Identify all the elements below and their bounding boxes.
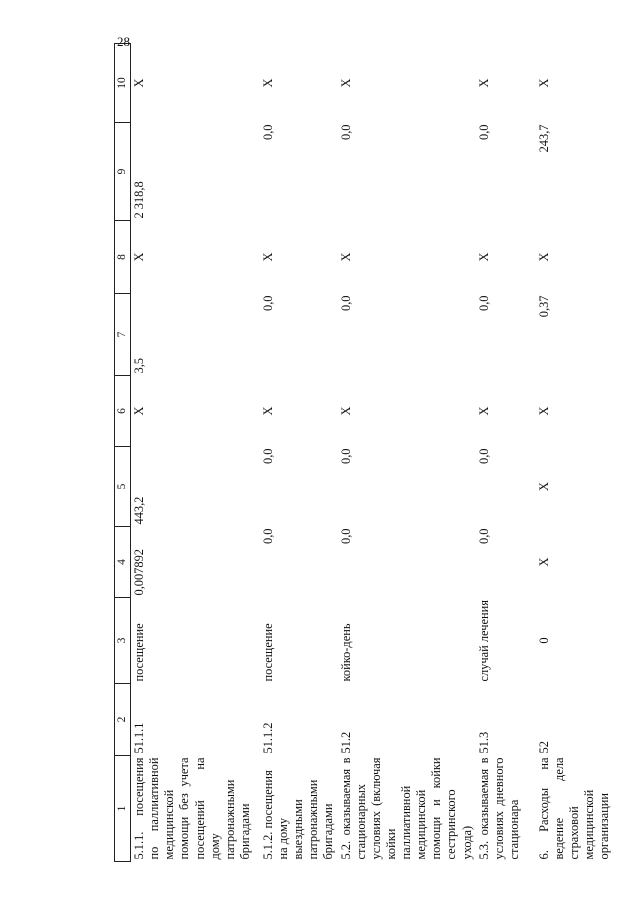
table-row	[260, 44, 338, 862]
row-value: X	[132, 252, 146, 262]
row-value: X	[536, 406, 551, 416]
header-cell: 7	[115, 294, 131, 376]
row-value: 0,007892	[132, 549, 146, 596]
row-name: 6. Расходы на ведение дела страховой медицинской организации	[536, 757, 612, 860]
row-code: 51.1.2	[260, 722, 275, 754]
header-cell: 1	[115, 756, 131, 862]
row-unit: 0	[536, 637, 551, 644]
row-value: X	[132, 406, 146, 416]
row-unit: койко-день	[338, 623, 353, 682]
row-value: 0,0	[260, 528, 275, 544]
row-value: 0,0	[476, 124, 491, 140]
row-value: 0,0	[260, 448, 275, 464]
row-value: X	[338, 252, 353, 262]
header-cell: 6	[115, 376, 131, 447]
header-cell: 5	[115, 447, 131, 527]
row-code: 51.2	[338, 731, 353, 754]
row-value: 0,0	[476, 295, 491, 311]
row-name: 5.1.2. посещения на дому выездными патронажными бригадами	[260, 770, 335, 860]
row-name: 5.3. оказываемая в условиях дневного стационара	[476, 757, 521, 860]
data-table	[114, 43, 616, 862]
row-value: 2 318,8	[132, 181, 146, 219]
row-value: X	[338, 78, 353, 88]
row-value: 443,2	[132, 496, 146, 525]
table-row	[476, 44, 536, 862]
row-value: 0,0	[476, 448, 491, 464]
row-value: 0,0	[338, 295, 353, 311]
row-value: X	[132, 78, 146, 88]
row-value: X	[476, 252, 491, 262]
row-unit: посещение	[132, 623, 146, 682]
table-row	[536, 44, 616, 862]
page-number-holder	[70, 34, 130, 64]
header-cell: 8	[115, 221, 131, 294]
row-value: X	[536, 78, 551, 88]
header-cell: 10	[115, 44, 131, 123]
row-code: 51.3	[476, 731, 491, 754]
row-value: X	[338, 406, 353, 416]
row-value: 0,0	[260, 295, 275, 311]
row-unit: случай лечения	[476, 600, 491, 682]
row-value: X	[536, 252, 551, 262]
row-unit: посещение	[260, 623, 275, 682]
header-row	[115, 44, 131, 862]
header-cell: 4	[115, 527, 131, 598]
row-value: 3,5	[132, 358, 146, 374]
row-value: X	[260, 406, 275, 416]
row-value: 243,7	[536, 124, 551, 153]
row-value: 0,0	[476, 528, 491, 544]
row-name: 5.2. оказываемая в стационарных условиях (включая койки паллиативной медицинской помощи и койки сестринского ухода)	[338, 757, 474, 860]
table-row	[131, 44, 260, 862]
row-value: 0,37	[536, 295, 551, 318]
row-value: 0,0	[338, 124, 353, 140]
row-value: 0,0	[338, 448, 353, 464]
row-value: X	[476, 406, 491, 416]
row-value: X	[536, 482, 551, 491]
header-cell: 2	[115, 684, 131, 756]
header-cell: 3	[115, 598, 131, 684]
row-value: X	[536, 557, 551, 567]
header-cell: 9	[115, 123, 131, 221]
row-value: X	[260, 252, 275, 262]
row-value: X	[260, 78, 275, 88]
row-value: 0,0	[260, 124, 275, 140]
row-code: 52	[536, 741, 551, 754]
row-value: 0,0	[338, 528, 353, 544]
row-name: 5.1.1. посещения по паллиативной медицинской помощи без учета посещений на дому патронажными бригадами	[132, 757, 252, 860]
table-row	[338, 44, 476, 862]
row-value: X	[476, 78, 491, 88]
page-number: 28	[117, 34, 130, 49]
row-code: 51.1.1	[132, 722, 146, 754]
